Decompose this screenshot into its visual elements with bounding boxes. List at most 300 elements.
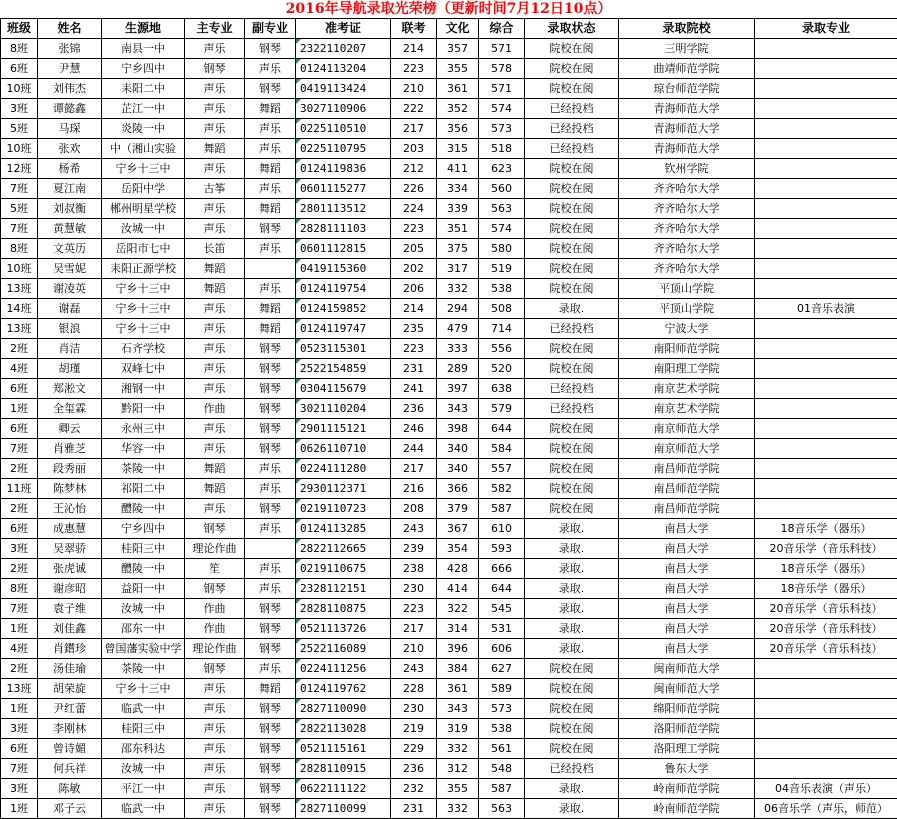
cell-minor[interactable]: 声乐: [245, 179, 296, 199]
cell-culture[interactable]: 314: [437, 619, 479, 639]
cell-major[interactable]: 声乐: [185, 499, 245, 519]
cell-origin[interactable]: 黔阳一中: [102, 399, 185, 419]
cell-exam-id[interactable]: 2801113512: [296, 199, 391, 219]
cell-class[interactable]: 3班: [1, 719, 38, 739]
cell-program[interactable]: [755, 119, 897, 139]
cell-culture[interactable]: 398: [437, 419, 479, 439]
cell-composite[interactable]: 561: [479, 739, 525, 759]
cell-origin[interactable]: 炎陵一中: [102, 119, 185, 139]
cell-origin[interactable]: 永州三中: [102, 419, 185, 439]
cell-origin[interactable]: 益阳一中: [102, 579, 185, 599]
cell-name[interactable]: 夏江南: [38, 179, 102, 199]
cell-origin[interactable]: 芷江一中: [102, 99, 185, 119]
cell-minor[interactable]: 钢琴: [245, 779, 296, 799]
cell-status[interactable]: 已经投档: [525, 119, 619, 139]
cell-status[interactable]: 院校在阅: [525, 419, 619, 439]
cell-composite[interactable]: 714: [479, 319, 525, 339]
cell-composite[interactable]: 545: [479, 599, 525, 619]
cell-school[interactable]: 绵阳师范学院: [619, 699, 755, 719]
cell-major[interactable]: 长笛: [185, 239, 245, 259]
cell-culture[interactable]: 315: [437, 139, 479, 159]
cell-program[interactable]: [755, 759, 897, 779]
cell-major[interactable]: 理论作曲: [185, 639, 245, 659]
cell-major[interactable]: 声乐: [185, 199, 245, 219]
cell-minor[interactable]: 钢琴: [245, 599, 296, 619]
cell-joint-exam[interactable]: 243: [391, 519, 437, 539]
cell-school[interactable]: 琼台师范学院: [619, 79, 755, 99]
cell-major[interactable]: 声乐: [185, 379, 245, 399]
cell-name[interactable]: 陈梦林: [38, 479, 102, 499]
cell-joint-exam[interactable]: 208: [391, 499, 437, 519]
cell-school[interactable]: 南昌师范学院: [619, 499, 755, 519]
cell-status[interactable]: 院校在阅: [525, 739, 619, 759]
cell-minor[interactable]: 钢琴: [245, 619, 296, 639]
cell-program[interactable]: [755, 79, 897, 99]
cell-origin[interactable]: 平江一中: [102, 779, 185, 799]
cell-class[interactable]: 6班: [1, 739, 38, 759]
cell-origin[interactable]: 桂阳三中: [102, 719, 185, 739]
cell-joint-exam[interactable]: 230: [391, 699, 437, 719]
cell-program[interactable]: [755, 419, 897, 439]
cell-name[interactable]: 郑淞文: [38, 379, 102, 399]
cell-name[interactable]: 胡荣旋: [38, 679, 102, 699]
cell-class[interactable]: 8班: [1, 579, 38, 599]
cell-composite[interactable]: 531: [479, 619, 525, 639]
cell-exam-id[interactable]: 2322110207: [296, 39, 391, 59]
cell-major[interactable]: 钢琴: [185, 59, 245, 79]
cell-status[interactable]: 已经投档: [525, 139, 619, 159]
cell-culture[interactable]: 361: [437, 679, 479, 699]
cell-culture[interactable]: 289: [437, 359, 479, 379]
cell-culture[interactable]: 356: [437, 119, 479, 139]
cell-minor[interactable]: 舞蹈: [245, 679, 296, 699]
cell-composite[interactable]: 587: [479, 779, 525, 799]
cell-exam-id[interactable]: 2828110875: [296, 599, 391, 619]
cell-major[interactable]: 声乐: [185, 79, 245, 99]
cell-school[interactable]: 南昌师范学院: [619, 479, 755, 499]
cell-culture[interactable]: 384: [437, 659, 479, 679]
cell-minor[interactable]: 舞蹈: [245, 299, 296, 319]
cell-origin[interactable]: 郴州明星学校: [102, 199, 185, 219]
cell-status[interactable]: 已经投档: [525, 99, 619, 119]
cell-composite[interactable]: 610: [479, 519, 525, 539]
cell-status[interactable]: 院校在阅: [525, 459, 619, 479]
cell-composite[interactable]: 638: [479, 379, 525, 399]
cell-name[interactable]: 何兵祥: [38, 759, 102, 779]
cell-origin[interactable]: 宁乡十三中: [102, 159, 185, 179]
cell-origin[interactable]: 湘钢一中: [102, 379, 185, 399]
header-program[interactable]: 录取专业: [755, 19, 897, 39]
cell-program[interactable]: 01音乐表演: [755, 299, 897, 319]
cell-class[interactable]: 10班: [1, 259, 38, 279]
cell-major[interactable]: 声乐: [185, 439, 245, 459]
cell-exam-id[interactable]: 0601112815: [296, 239, 391, 259]
cell-origin[interactable]: 醴陵一中: [102, 499, 185, 519]
cell-minor[interactable]: 声乐: [245, 459, 296, 479]
cell-program[interactable]: [755, 699, 897, 719]
cell-major[interactable]: 作曲: [185, 619, 245, 639]
cell-major[interactable]: 理论作曲: [185, 539, 245, 559]
cell-status[interactable]: 院校在阅: [525, 439, 619, 459]
cell-origin[interactable]: 宁乡十三中: [102, 299, 185, 319]
cell-origin[interactable]: 宁乡十三中: [102, 319, 185, 339]
cell-culture[interactable]: 411: [437, 159, 479, 179]
cell-composite[interactable]: 593: [479, 539, 525, 559]
cell-status[interactable]: 院校在阅: [525, 719, 619, 739]
cell-class[interactable]: 6班: [1, 59, 38, 79]
cell-status[interactable]: 院校在阅: [525, 479, 619, 499]
cell-composite[interactable]: 520: [479, 359, 525, 379]
cell-exam-id[interactable]: 0124119762: [296, 679, 391, 699]
cell-exam-id[interactable]: 0304115679: [296, 379, 391, 399]
cell-joint-exam[interactable]: 239: [391, 539, 437, 559]
cell-exam-id[interactable]: 2930112371: [296, 479, 391, 499]
header-school[interactable]: 录取院校: [619, 19, 755, 39]
cell-program[interactable]: [755, 359, 897, 379]
cell-name[interactable]: 杨希: [38, 159, 102, 179]
cell-class[interactable]: 4班: [1, 639, 38, 659]
cell-class[interactable]: 6班: [1, 419, 38, 439]
cell-exam-id[interactable]: 0225110510: [296, 119, 391, 139]
header-origin[interactable]: 生源地: [102, 19, 185, 39]
cell-class[interactable]: 6班: [1, 379, 38, 399]
cell-composite[interactable]: 518: [479, 139, 525, 159]
cell-culture[interactable]: 361: [437, 79, 479, 99]
cell-composite[interactable]: 644: [479, 579, 525, 599]
cell-culture[interactable]: 479: [437, 319, 479, 339]
cell-exam-id[interactable]: 0225110795: [296, 139, 391, 159]
cell-major[interactable]: 作曲: [185, 599, 245, 619]
cell-origin[interactable]: 中（湘山实验: [102, 139, 185, 159]
cell-origin[interactable]: 耒阳二中: [102, 79, 185, 99]
cell-status[interactable]: 已经投档: [525, 319, 619, 339]
cell-class[interactable]: 5班: [1, 119, 38, 139]
cell-class[interactable]: 4班: [1, 359, 38, 379]
cell-minor[interactable]: 声乐: [245, 659, 296, 679]
cell-origin[interactable]: 曾国藩实验中学: [102, 639, 185, 659]
cell-program[interactable]: 04音乐表演（声乐）: [755, 779, 897, 799]
cell-school[interactable]: 岭南师范学院: [619, 799, 755, 819]
cell-program[interactable]: 20音乐学（音乐科技）: [755, 619, 897, 639]
cell-origin[interactable]: 桂阳三中: [102, 539, 185, 559]
cell-major[interactable]: 舞蹈: [185, 279, 245, 299]
cell-exam-id[interactable]: 0521115161: [296, 739, 391, 759]
cell-school[interactable]: 三明学院: [619, 39, 755, 59]
cell-class[interactable]: 7班: [1, 219, 38, 239]
cell-culture[interactable]: 332: [437, 739, 479, 759]
cell-exam-id[interactable]: 0626110710: [296, 439, 391, 459]
cell-joint-exam[interactable]: 210: [391, 639, 437, 659]
cell-class[interactable]: 7班: [1, 439, 38, 459]
cell-class[interactable]: 3班: [1, 779, 38, 799]
cell-culture[interactable]: 339: [437, 199, 479, 219]
cell-class[interactable]: 1班: [1, 619, 38, 639]
cell-culture[interactable]: 340: [437, 459, 479, 479]
cell-status[interactable]: 院校在阅: [525, 239, 619, 259]
cell-joint-exam[interactable]: 224: [391, 199, 437, 219]
cell-culture[interactable]: 333: [437, 339, 479, 359]
cell-minor[interactable]: 声乐: [245, 139, 296, 159]
cell-major[interactable]: 钢琴: [185, 659, 245, 679]
cell-school[interactable]: 南昌大学: [619, 619, 755, 639]
cell-name[interactable]: 全玺霖: [38, 399, 102, 419]
cell-origin[interactable]: 邵东科达: [102, 739, 185, 759]
cell-joint-exam[interactable]: 206: [391, 279, 437, 299]
cell-name[interactable]: 谢凌英: [38, 279, 102, 299]
cell-school[interactable]: 青海师范大学: [619, 139, 755, 159]
cell-major[interactable]: 声乐: [185, 119, 245, 139]
cell-program[interactable]: [755, 319, 897, 339]
cell-exam-id[interactable]: 0523115301: [296, 339, 391, 359]
cell-status[interactable]: 录取.: [525, 779, 619, 799]
cell-status[interactable]: 院校在阅: [525, 259, 619, 279]
cell-minor[interactable]: 钢琴: [245, 639, 296, 659]
cell-major[interactable]: 作曲: [185, 399, 245, 419]
cell-status[interactable]: 院校在阅: [525, 659, 619, 679]
cell-joint-exam[interactable]: 226: [391, 179, 437, 199]
cell-class[interactable]: 8班: [1, 39, 38, 59]
cell-exam-id[interactable]: 0601115277: [296, 179, 391, 199]
cell-culture[interactable]: 343: [437, 699, 479, 719]
cell-joint-exam[interactable]: 214: [391, 299, 437, 319]
cell-origin[interactable]: 醴陵一中: [102, 559, 185, 579]
cell-major[interactable]: 舞蹈: [185, 459, 245, 479]
cell-minor[interactable]: 钢琴: [245, 719, 296, 739]
cell-minor[interactable]: 舞蹈: [245, 99, 296, 119]
cell-culture[interactable]: 343: [437, 399, 479, 419]
cell-school[interactable]: 闽南师范大学: [619, 679, 755, 699]
cell-status[interactable]: 院校在阅: [525, 179, 619, 199]
cell-culture[interactable]: 357: [437, 39, 479, 59]
cell-major[interactable]: 笙: [185, 559, 245, 579]
cell-school[interactable]: 南昌大学: [619, 519, 755, 539]
cell-composite[interactable]: 627: [479, 659, 525, 679]
cell-status[interactable]: 录取.: [525, 579, 619, 599]
cell-name[interactable]: 黄慧敏: [38, 219, 102, 239]
cell-major[interactable]: 声乐: [185, 799, 245, 819]
cell-name[interactable]: 刘伟杰: [38, 79, 102, 99]
cell-joint-exam[interactable]: 222: [391, 99, 437, 119]
cell-name[interactable]: 袁子维: [38, 599, 102, 619]
cell-joint-exam[interactable]: 217: [391, 459, 437, 479]
cell-major[interactable]: 声乐: [185, 419, 245, 439]
cell-origin[interactable]: 汝城一中: [102, 599, 185, 619]
cell-school[interactable]: 南京师范大学: [619, 419, 755, 439]
cell-culture[interactable]: 352: [437, 99, 479, 119]
cell-class[interactable]: 7班: [1, 179, 38, 199]
cell-composite[interactable]: 538: [479, 719, 525, 739]
cell-culture[interactable]: 367: [437, 519, 479, 539]
cell-composite[interactable]: 557: [479, 459, 525, 479]
cell-exam-id[interactable]: 0124119747: [296, 319, 391, 339]
cell-joint-exam[interactable]: 230: [391, 579, 437, 599]
cell-major[interactable]: 声乐: [185, 759, 245, 779]
cell-school[interactable]: 曲靖师范学院: [619, 59, 755, 79]
cell-exam-id[interactable]: 2822112665: [296, 539, 391, 559]
cell-program[interactable]: [755, 719, 897, 739]
cell-program[interactable]: [755, 659, 897, 679]
cell-name[interactable]: 段秀丽: [38, 459, 102, 479]
cell-status[interactable]: 录取.: [525, 799, 619, 819]
cell-name[interactable]: 吴翠骄: [38, 539, 102, 559]
cell-composite[interactable]: 587: [479, 499, 525, 519]
cell-status[interactable]: 录取.: [525, 299, 619, 319]
cell-exam-id[interactable]: 0622111122: [296, 779, 391, 799]
cell-origin[interactable]: 祁阳二中: [102, 479, 185, 499]
cell-status[interactable]: 院校在阅: [525, 359, 619, 379]
cell-name[interactable]: 肖雅芝: [38, 439, 102, 459]
cell-status[interactable]: 院校在阅: [525, 39, 619, 59]
cell-minor[interactable]: 钢琴: [245, 219, 296, 239]
cell-program[interactable]: [755, 739, 897, 759]
cell-school[interactable]: 青海师范大学: [619, 119, 755, 139]
cell-culture[interactable]: 379: [437, 499, 479, 519]
cell-minor[interactable]: 钢琴: [245, 399, 296, 419]
cell-joint-exam[interactable]: 214: [391, 39, 437, 59]
cell-composite[interactable]: 571: [479, 79, 525, 99]
cell-minor[interactable]: 声乐: [245, 119, 296, 139]
cell-joint-exam[interactable]: 223: [391, 599, 437, 619]
cell-major[interactable]: 声乐: [185, 99, 245, 119]
cell-joint-exam[interactable]: 212: [391, 159, 437, 179]
cell-minor[interactable]: 钢琴: [245, 739, 296, 759]
cell-composite[interactable]: 666: [479, 559, 525, 579]
cell-minor[interactable]: [245, 259, 296, 279]
header-class[interactable]: 班级: [1, 19, 38, 39]
cell-culture[interactable]: 334: [437, 179, 479, 199]
cell-joint-exam[interactable]: 223: [391, 219, 437, 239]
cell-minor[interactable]: 舞蹈: [245, 199, 296, 219]
cell-program[interactable]: [755, 679, 897, 699]
cell-status[interactable]: 已经投档: [525, 379, 619, 399]
cell-name[interactable]: 曾诗媚: [38, 739, 102, 759]
cell-joint-exam[interactable]: 223: [391, 339, 437, 359]
cell-major[interactable]: 声乐: [185, 679, 245, 699]
cell-class[interactable]: 7班: [1, 599, 38, 619]
cell-status[interactable]: 录取.: [525, 539, 619, 559]
cell-exam-id[interactable]: 0419113424: [296, 79, 391, 99]
cell-minor[interactable]: 声乐: [245, 59, 296, 79]
cell-origin[interactable]: 宁乡十三中: [102, 279, 185, 299]
cell-name[interactable]: 成惠慧: [38, 519, 102, 539]
cell-exam-id[interactable]: 0124113204: [296, 59, 391, 79]
cell-name[interactable]: 肖洁: [38, 339, 102, 359]
cell-origin[interactable]: 南县一中: [102, 39, 185, 59]
cell-status[interactable]: 录取.: [525, 599, 619, 619]
cell-composite[interactable]: 571: [479, 39, 525, 59]
cell-major[interactable]: 钢琴: [185, 519, 245, 539]
cell-name[interactable]: 文英历: [38, 239, 102, 259]
cell-school[interactable]: 齐齐哈尔大学: [619, 219, 755, 239]
cell-culture[interactable]: 322: [437, 599, 479, 619]
cell-composite[interactable]: 574: [479, 99, 525, 119]
cell-program[interactable]: [755, 139, 897, 159]
cell-school[interactable]: 南昌大学: [619, 539, 755, 559]
cell-school[interactable]: 南阳师范学院: [619, 339, 755, 359]
cell-program[interactable]: [755, 259, 897, 279]
cell-exam-id[interactable]: 3027110906: [296, 99, 391, 119]
cell-class[interactable]: 1班: [1, 399, 38, 419]
cell-school[interactable]: 平顶山学院: [619, 299, 755, 319]
cell-program[interactable]: [755, 239, 897, 259]
cell-culture[interactable]: 396: [437, 639, 479, 659]
cell-joint-exam[interactable]: 228: [391, 679, 437, 699]
cell-status[interactable]: 院校在阅: [525, 219, 619, 239]
cell-status[interactable]: 录取.: [525, 559, 619, 579]
cell-origin[interactable]: 临武一中: [102, 699, 185, 719]
cell-name[interactable]: 刘佳鑫: [38, 619, 102, 639]
cell-minor[interactable]: 钢琴: [245, 359, 296, 379]
cell-school[interactable]: 南昌大学: [619, 559, 755, 579]
cell-exam-id[interactable]: 2522116089: [296, 639, 391, 659]
cell-origin[interactable]: 汝城一中: [102, 219, 185, 239]
cell-school[interactable]: 钦州学院: [619, 159, 755, 179]
cell-school[interactable]: 青海师范大学: [619, 99, 755, 119]
cell-origin[interactable]: 茶陵一中: [102, 459, 185, 479]
cell-joint-exam[interactable]: 210: [391, 79, 437, 99]
cell-joint-exam[interactable]: 246: [391, 419, 437, 439]
cell-class[interactable]: 10班: [1, 79, 38, 99]
cell-class[interactable]: 14班: [1, 299, 38, 319]
cell-joint-exam[interactable]: 231: [391, 359, 437, 379]
cell-school[interactable]: 南京艺术学院: [619, 399, 755, 419]
cell-culture[interactable]: 375: [437, 239, 479, 259]
cell-origin[interactable]: 汝城一中: [102, 759, 185, 779]
cell-composite[interactable]: 573: [479, 119, 525, 139]
cell-status[interactable]: 院校在阅: [525, 679, 619, 699]
cell-joint-exam[interactable]: 235: [391, 319, 437, 339]
cell-culture[interactable]: 319: [437, 719, 479, 739]
cell-minor[interactable]: [245, 539, 296, 559]
cell-class[interactable]: 3班: [1, 99, 38, 119]
cell-program[interactable]: 18音乐学（器乐）: [755, 519, 897, 539]
cell-name[interactable]: 胡瑾: [38, 359, 102, 379]
cell-class[interactable]: 2班: [1, 499, 38, 519]
cell-minor[interactable]: 声乐: [245, 559, 296, 579]
cell-major[interactable]: 声乐: [185, 699, 245, 719]
cell-minor[interactable]: 钢琴: [245, 499, 296, 519]
cell-status[interactable]: 已经投档: [525, 399, 619, 419]
cell-major[interactable]: 声乐: [185, 339, 245, 359]
cell-program[interactable]: 20音乐学（音乐科技）: [755, 639, 897, 659]
cell-name[interactable]: 陈敏: [38, 779, 102, 799]
cell-minor[interactable]: 舞蹈: [245, 319, 296, 339]
cell-status[interactable]: 院校在阅: [525, 279, 619, 299]
cell-class[interactable]: 1班: [1, 799, 38, 819]
cell-school[interactable]: 齐齐哈尔大学: [619, 179, 755, 199]
cell-joint-exam[interactable]: 236: [391, 759, 437, 779]
cell-composite[interactable]: 582: [479, 479, 525, 499]
cell-status[interactable]: 院校在阅: [525, 699, 619, 719]
header-composite[interactable]: 综合: [479, 19, 525, 39]
cell-exam-id[interactable]: 2827110090: [296, 699, 391, 719]
cell-name[interactable]: 邓子云: [38, 799, 102, 819]
header-status[interactable]: 录取状态: [525, 19, 619, 39]
cell-major[interactable]: 声乐: [185, 719, 245, 739]
cell-culture[interactable]: 397: [437, 379, 479, 399]
cell-exam-id[interactable]: 0224111256: [296, 659, 391, 679]
cell-exam-id[interactable]: 2828110915: [296, 759, 391, 779]
cell-school[interactable]: 岭南师范学院: [619, 779, 755, 799]
cell-major[interactable]: 舞蹈: [185, 479, 245, 499]
cell-minor[interactable]: 钢琴: [245, 699, 296, 719]
cell-joint-exam[interactable]: 231: [391, 799, 437, 819]
cell-minor[interactable]: 声乐: [245, 239, 296, 259]
header-exam-id[interactable]: 准考证: [296, 19, 391, 39]
cell-culture[interactable]: 294: [437, 299, 479, 319]
cell-exam-id[interactable]: 2827110099: [296, 799, 391, 819]
cell-joint-exam[interactable]: 219: [391, 719, 437, 739]
